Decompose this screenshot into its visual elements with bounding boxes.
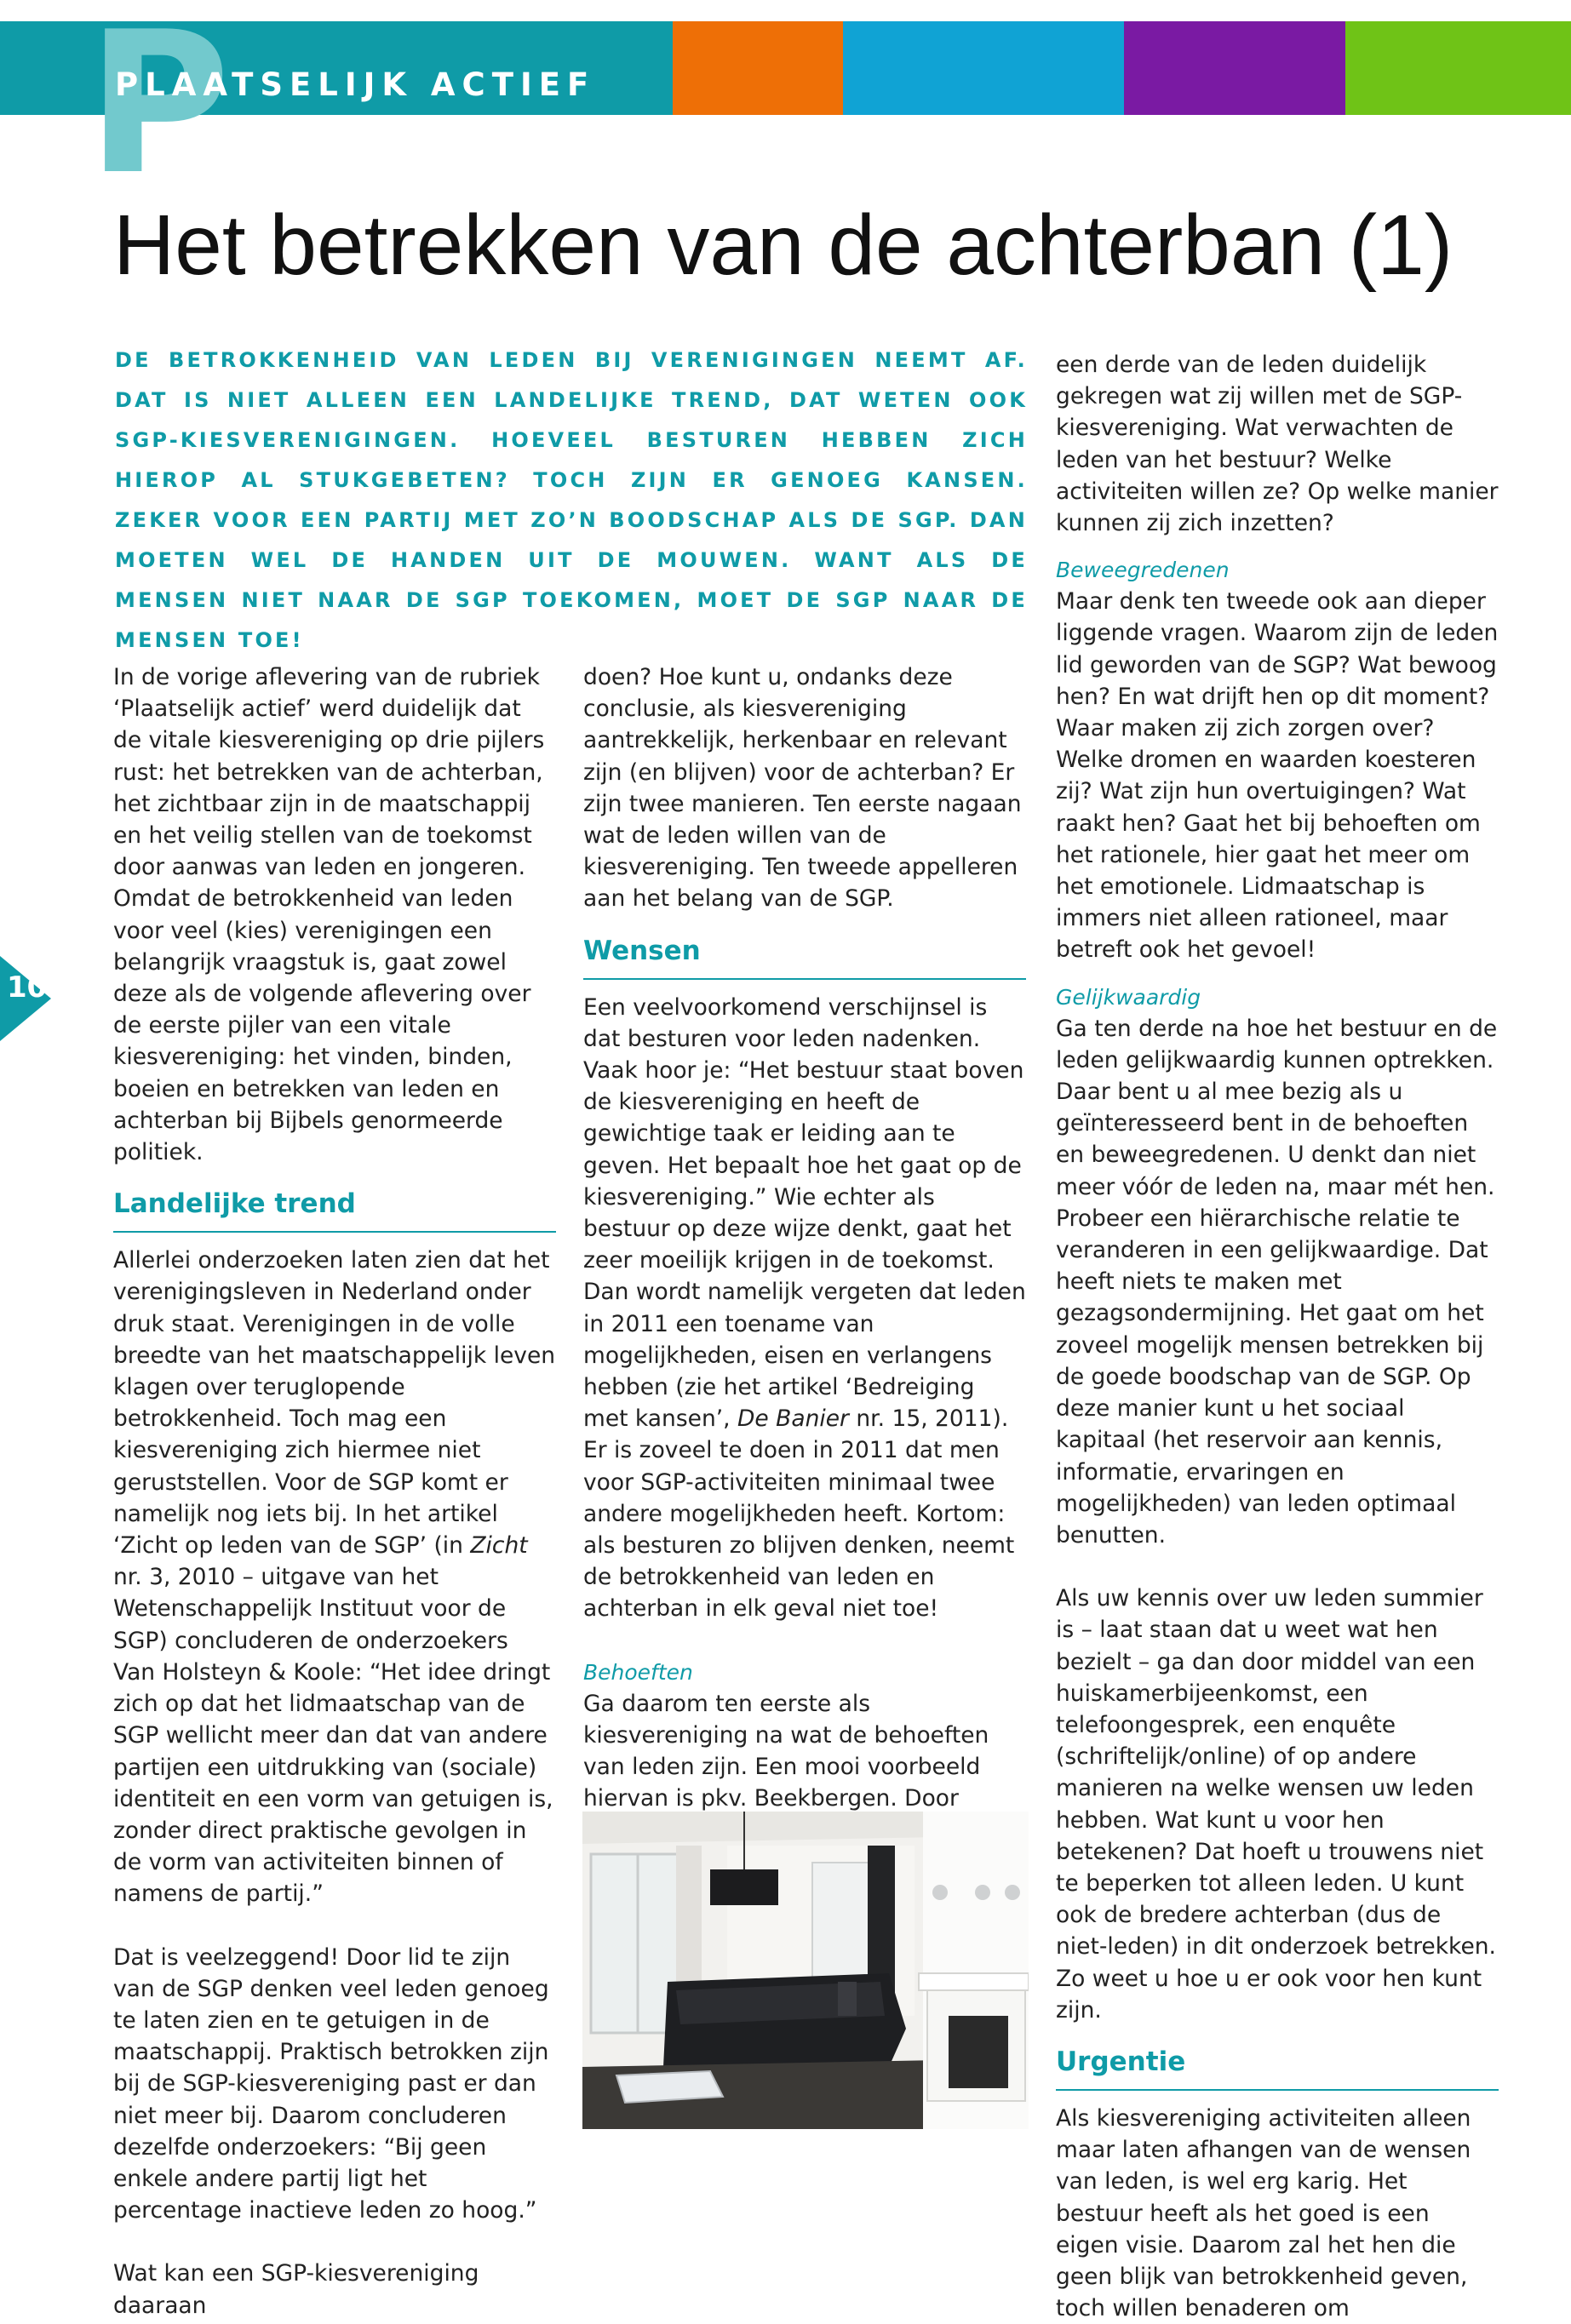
- subheading-gelijkwaardig: Gelijkwaardig: [1056, 984, 1201, 1010]
- section-title: PLAATSELIJK ACTIEF: [115, 66, 596, 103]
- header-band-green: [1345, 21, 1571, 115]
- subheading-beweegredenen: Beweegredenen: [1056, 558, 1230, 583]
- column-2: [583, 661, 1026, 1909]
- paragraph: Als kiesvereniging activiteiten alleen maar laten afhangen van de wensen van leden, is wel erg karig. Het bestuur heeft als het goed is een eigen visie. Daarom zal het hen die geen blijk van betrokkenheid geven, toch willen benaderen om: [1056, 2104, 1471, 2322]
- paragraph: Ga ten derde na hoe het bestuur en de leden gelijkwaardig kunnen optrekken. Daar bent u al mee bezig als u geïnteresseerd bent in de behoeften en beweegredenen. U denkt dan niet meer vóór de leden na, maar mét hen. Probeer een hiërarchische relatie te veranderen in een gelijkwaardige. Dat heeft niets te maken met gezagsondermijning. Het gaat om het zoveel mogelijk mensen betrekken bij de goede boodschap van de SGP. Op deze manier kunt u het sociaal kapitaal (het reservoir aan kennis, informatie, ervaringen en mogelijkheden) van leden optimaal benutten.: [1056, 1015, 1498, 1548]
- paragraph: Allerlei onderzoeken laten zien dat het verenigingsleven in Nederland onder druk staat. Verenigingen in de volle breedte van het maatschappelijk leven klagen over teruglopende betrokkenheid. Toch mag een kiesvereniging zich hiermee niet geruststellen. Voor de SGP komt er namelijk nog iets bij. In het artikel ‘Zicht op leden van de SGP’ (in Zicht nr. 3, 2010 – uitgave van het Wetenschappelijk Instituut voor de SGP) concluderen de onderzoekers Van Holsteyn & Koole: “Het idee dringt zich op dat het lidmaatschap van de SGP wellicht meer dan dat van andere partijen een uitdrukking van (sociale) identiteit en een vorm van getuigen is, zonder direct praktische gevolgen in de vorm van activiteiten binnen of namens de partij.”: [113, 1247, 556, 1908]
- subheading-landelijke-trend: Landelijke trend: [113, 1187, 556, 1233]
- page-number: 10: [7, 970, 48, 1005]
- subheading-wensen: Wensen: [583, 934, 1026, 980]
- section-initial: P: [87, 0, 231, 218]
- header-band-orange: [673, 21, 843, 115]
- column-1: [113, 661, 556, 2321]
- paragraph: In de vorige aflevering van de rubriek ‘Plaatselijk actief’ werd duidelijk dat de vitale kiesvereniging op drie pijlers rust: het betrekken van de achterban, het zichtbaar zijn in de maatschappij en het veilig stellen van de toekomst door aanwas van leden en jongeren. Omdat de betrokkenheid van leden voor veel (kies) verenigingen een belangrijk vraagstuk is, gaat zowel deze als de volgende aflevering over de eerste pijler van een vitale kiesvereniging: het vinden, binden, boeien en betrekken van leden en achterban bij Bijbels genormeerde politiek.: [113, 664, 545, 1166]
- paragraph: Wat kan een SGP-kiesvereniging daaraan: [113, 2260, 479, 2319]
- paragraph: Ga daarom ten eerste als kiesvereniging na wat de behoeften van leden zijn. Een mooi voorbeeld hiervan is pkv. Beekbergen. Door: [583, 1690, 989, 1812]
- intro-lead: DE BETROKKENHEID VAN LEDEN BIJ VERENIGINGEN NEEMT AF. DAT IS NIET ALLEEN EEN LANDELIJKE TREND, DAT WETEN OOK SGP-KIESVERENIGINGEN. HOEVEEL BESTUREN HEBBEN ZICH HIEROP AL STUKGEBETEN? TOCH ZIJN ER GENOEG KANSEN. ZEKER VOOR EEN PARTIJ MET ZO’N BOODSCHAP ALS DE SGP. DAN MOETEN WEL DE HANDEN UIT DE MOUWEN. WANT ALS DE MENSEN NIET NAAR DE SGP TOEKOMEN, MOET DE SGP NAAR DE MENSEN TOE!: [115, 348, 1028, 652]
- living-room-photo: [582, 1812, 1029, 2129]
- paragraph: Als uw kennis over uw leden summier is – laat staan dat u weet wat hen bezielt – ga dan door middel van een huiskamerbijeenkomst, een telefoongesprek, een enquête (schriftelijk/online) of op andere manieren na welke wensen uw leden hebben. Wat kunt u voor hen betekenen? Dat hoeft u trouwens niet te beperken tot alleen leden. U kunt ook de bredere achterban (dus de niet-leden) in dit onderzoek betrekken. Zo weet u hoe u er ook voor hen kunt zijn.: [1056, 1585, 1496, 2023]
- paragraph: een derde van de leden duidelijk gekregen wat zij willen met de SGP-kiesvereniging. Wat verwachten de leden van het bestuur? Welke activiteiten willen ze? Op welke manier kunnen zij zich inzetten?: [1056, 352, 1499, 537]
- header-band-purple: [1124, 21, 1345, 115]
- subheading-behoeften: Behoeften: [583, 1659, 693, 1685]
- subheading-urgentie: Urgentie: [1056, 2045, 1499, 2091]
- paragraph: Maar denk ten tweede ook aan dieper liggende vragen. Waarom zijn de leden lid geworden van de SGP? Wat bewoog hen? En wat drijft hen op dit moment? Waar maken zij zich zorgen over? Welke dromen en waarden koesteren zij? Wat zijn hun overtuigingen? Wat raakt hen? Gaat het bij behoeften om het rationele, hier gaat het meer om het emotionele. Lidmaatschap is immers niet alleen rationeel, maar betreft ook het gevoel!: [1056, 588, 1499, 964]
- paragraph: Een veelvoorkomend verschijnsel is dat besturen voor leden nadenken. Vaak hoor je: “Het bestuur staat boven de kiesvereniging en heeft de gewichtige taak er leiding aan te geven. Het bepaalt hoe het gaat op de kiesvereniging.” Wie echter als bestuur op deze wijze denkt, gaat het zeer moeilijk krijgen in de toekomst. Dan wordt namelijk vergeten dat leden in 2011 een toename van mogelijkheden, eisen en verlangens hebben (zie het artikel ‘Bedreiging met kansen’, De Banier nr. 15, 2011). Er is zoveel te doen in 2011 dat men voor SGP-activiteiten minimaal twee andere mogelijkheden heeft. Kortom: als besturen zo blijven denken, neemt de betrokkenheid van leden en achterban in elk geval niet toe!: [583, 993, 1026, 1623]
- paragraph: doen? Hoe kunt u, ondanks deze conclusie, als kiesvereniging aantrekkelijk, herkenbaar en relevant zijn (en blijven) voor de achterban? Er zijn twee manieren. Ten eerste nagaan wat de leden willen van de kiesvereniging. Ten tweede appelleren aan het belang van de SGP.: [583, 664, 1022, 913]
- header-band-blue: [843, 21, 1124, 115]
- paragraph: Dat is veelzeggend! Door lid te zijn van de SGP denken veel leden genoeg te laten zien en te getuigen in de maatschappij. Praktisch betrokken zijn bij de SGP-kiesvereniging past er dan niet meer bij. Daarom concluderen dezelfde onderzoekers: “Bij geen enkele andere partij ligt het percentage inactieve leden zo hoog.”: [113, 1943, 549, 2224]
- column-3: [1056, 349, 1499, 2324]
- page-title: Het betrekken van de achterban (1): [113, 197, 1453, 293]
